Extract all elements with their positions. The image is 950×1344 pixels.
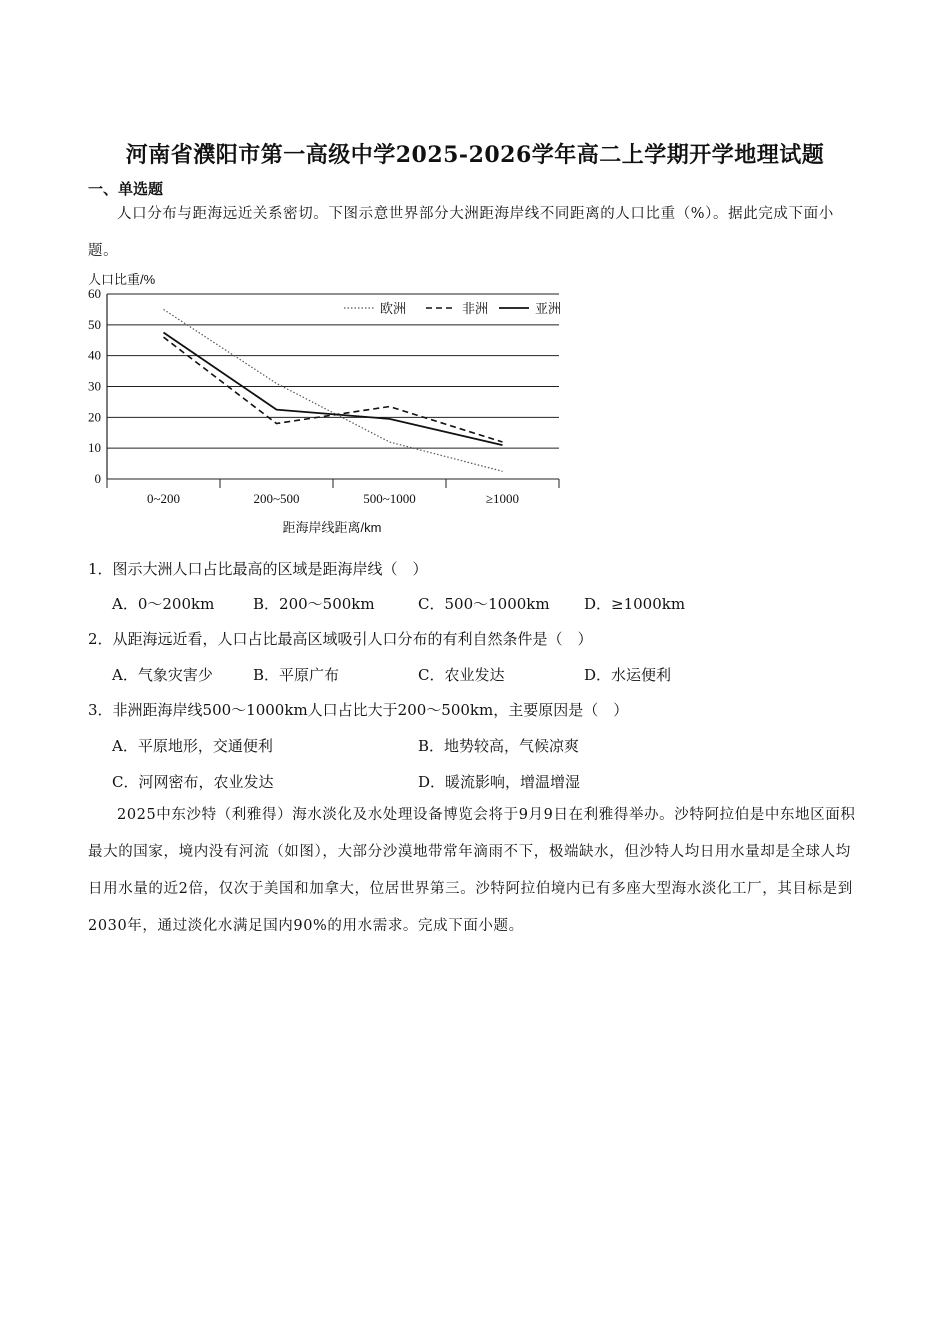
y-tick-label: 50 [88,316,101,332]
series-line-欧洲 [164,309,503,471]
y-tick-label: 0 [94,471,101,486]
y-tick-label: 10 [88,440,101,456]
population-line-chart [82,262,572,540]
question-2-option-d[interactable]: D．水运便利 [584,666,672,684]
series-line-亚洲 [164,333,503,446]
intro-paragraph-1: 人口分布与距海远近关系密切。下图示意世界部分大洲距海岸线不同距离的人口比重（%）。据此完成下面小题。 [88,206,834,259]
question-3-option-c[interactable]: C．河网密布，农业发达 [112,773,274,791]
question-1-option-b[interactable]: B．200～500km [253,595,375,613]
section-heading: 一、单选题 [88,180,164,198]
question-3-option-a[interactable]: A．平原地形，交通便利 [112,737,273,755]
legend-label: 亚洲 [535,301,562,316]
question-3-option-d[interactable]: D．暖流影响，增温增湿 [418,773,581,791]
question-3-option-b[interactable]: B．地势较高，气候凉爽 [418,737,580,755]
y-axis-label: 人口比重/% [88,272,156,287]
y-tick-label: 60 [88,286,101,301]
question-2-stem: 2．从距海远近看，人口占比最高区域吸引人口分布的有利自然条件是（ ） [88,630,593,648]
y-tick-label: 30 [88,378,101,394]
y-tick-label: 20 [88,409,101,425]
x-tick-label: ≥1000 [485,491,520,506]
x-tick-label: 0~200 [146,491,181,506]
series-line-非洲 [164,337,503,442]
page-title: 河南省濮阳市第一高级中学2025-2026学年高二上学期开学地理试题 [125,142,825,168]
x-axis-label: 距海岸线距离/km [282,520,382,535]
y-tick-label: 40 [88,347,101,363]
intro-paragraph-2: 2025中东沙特（利雅得）海水淡化及水处理设备博览会将于9月9日在利雅得举办。沙特阿拉伯是中东地区面积最大的国家，境内没有河流（如图），大部分沙漠地带常年滴雨不下，极端缺水，但沙特人均日用水量却是全球人均日用水量的近2倍，仅次于美国和加拿大，位居世界第三。沙特阿拉伯境内已有多座大型海水淡化工厂，其目标是到2030年，通过淡化水满足国内90%的用水需求。完成下面小题。 [88,807,856,934]
question-1-option-c[interactable]: C．500～1000km [418,595,550,613]
question-1-stem: 1．图示大洲人口占比最高的区域是距海岸线（ ） [88,560,428,578]
legend-label: 非洲 [462,301,489,316]
question-1-option-a[interactable]: A．0～200km [112,595,215,613]
legend-label: 欧洲 [380,301,407,316]
question-1-option-d[interactable]: D．≥1000km [584,595,686,613]
x-tick-label: 200~500 [253,491,300,506]
question-2-option-c[interactable]: C．农业发达 [418,666,505,684]
question-2-option-a[interactable]: A．气象灾害少 [112,666,213,684]
x-tick-label: 500~1000 [363,491,416,506]
question-2-option-b[interactable]: B．平原广布 [253,666,340,684]
question-3-stem: 3．非洲距海岸线500～1000km人口占比大于200～500km，主要原因是（ ） [88,701,629,719]
